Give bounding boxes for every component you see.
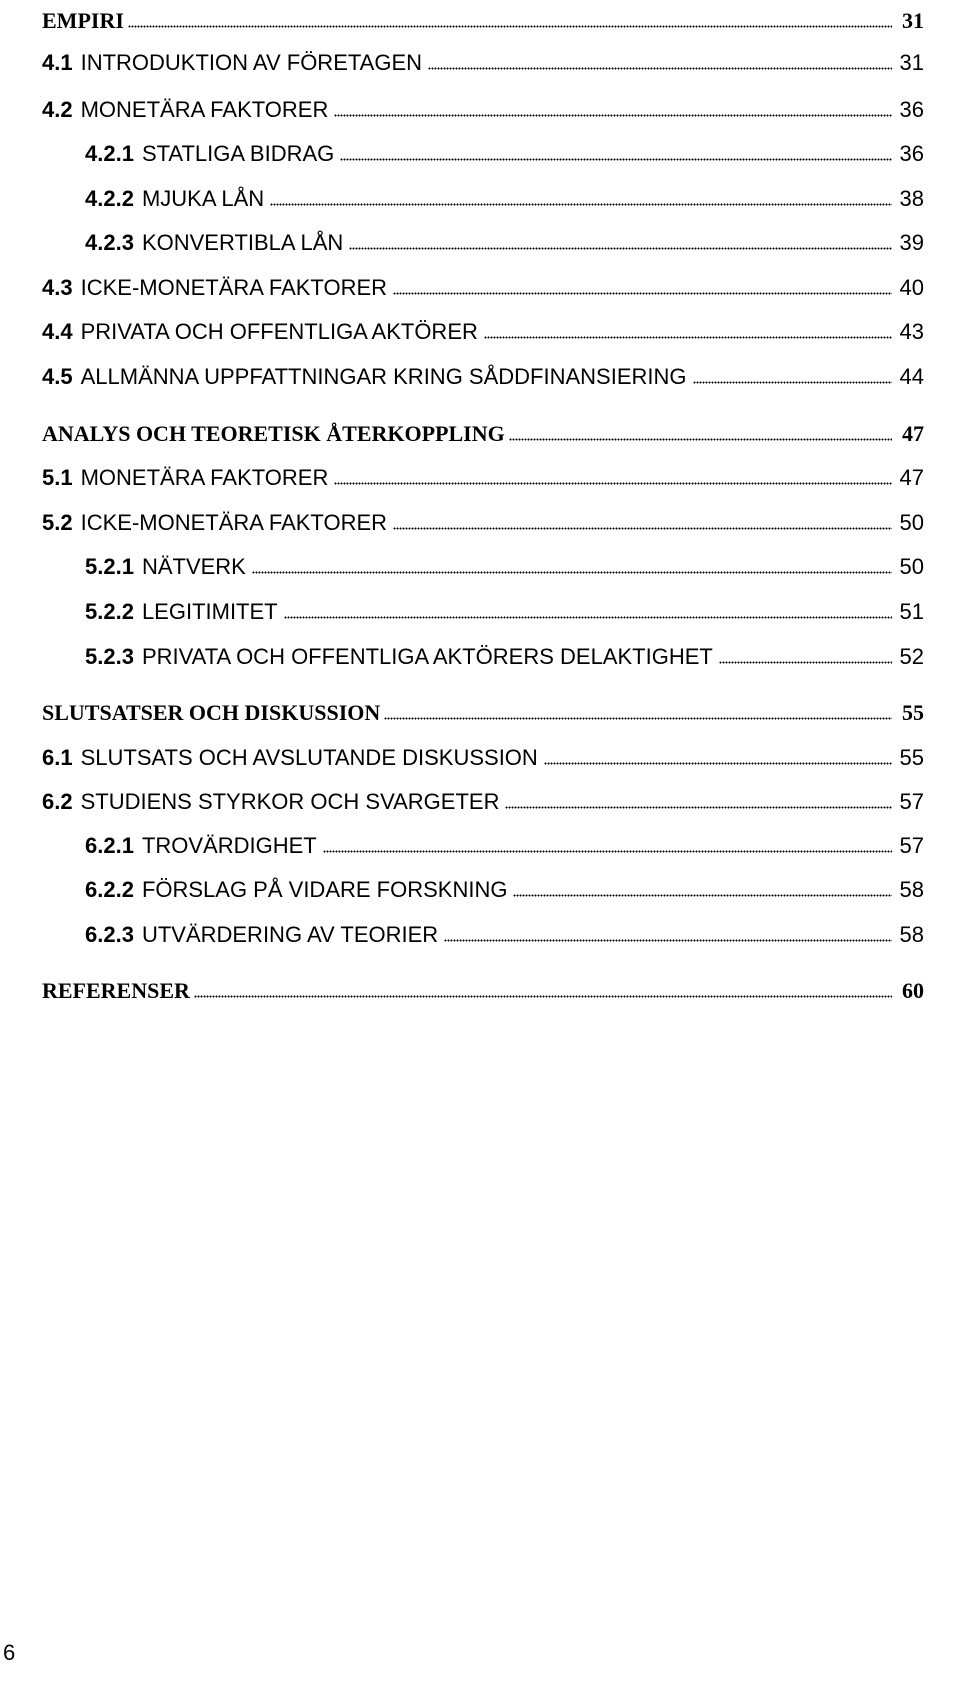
toc-entry-page-number: 55 bbox=[902, 700, 924, 725]
toc-entry-page-number: 50 bbox=[899, 510, 924, 535]
toc-entry-title: STUDIENS STYRKOR OCH SVARGETER bbox=[80, 789, 500, 814]
toc-entry-label bbox=[42, 421, 505, 447]
toc-entry-label bbox=[42, 50, 422, 76]
toc-entry-label bbox=[85, 877, 507, 903]
toc-entry-number: 4.2.2 bbox=[85, 186, 134, 211]
toc-entry-label bbox=[42, 8, 124, 34]
dot-leader bbox=[349, 244, 891, 250]
toc-entry-title: MONETÄRA FAKTORER bbox=[80, 465, 329, 490]
toc-entry-number: 5.2.2 bbox=[85, 599, 134, 624]
dot-leader bbox=[484, 333, 892, 339]
toc-entry-label bbox=[85, 141, 334, 167]
toc-subsection-entry[interactable] bbox=[0, 546, 960, 580]
dot-leader bbox=[393, 524, 892, 530]
toc-subsection-entry[interactable] bbox=[0, 825, 960, 859]
toc-entry-page-number: 36 bbox=[899, 141, 924, 166]
toc-entry-title: KONVERTIBLA LÅN bbox=[141, 230, 344, 255]
toc-entry-title: MONETÄRA FAKTORER bbox=[80, 97, 329, 122]
toc-chapter-entry[interactable] bbox=[0, 970, 960, 1004]
toc-entry-page-number: 51 bbox=[899, 599, 924, 624]
toc-section-entry[interactable] bbox=[0, 311, 960, 345]
toc-entry-title: PRIVATA OCH OFFENTLIGA AKTÖRERS DELAKTIGHET bbox=[141, 644, 713, 669]
toc-entry-title: INTRODUKTION AV FÖRETAGEN bbox=[80, 50, 423, 75]
dot-leader bbox=[509, 435, 892, 441]
toc-entry-title: FÖRSLAG PÅ VIDARE FORSKNING bbox=[141, 877, 508, 902]
toc-entry-number: 5.2 bbox=[42, 510, 73, 535]
toc-subsection-entry[interactable] bbox=[0, 133, 960, 167]
toc-entry-label bbox=[42, 97, 328, 123]
toc-entry-title: STATLIGA BIDRAG bbox=[141, 141, 335, 166]
dot-leader bbox=[505, 803, 891, 809]
toc-entry-page-number: 58 bbox=[899, 877, 924, 902]
dot-leader bbox=[693, 378, 892, 384]
toc-entry-label bbox=[42, 700, 380, 726]
toc-entry-page-number: 47 bbox=[899, 465, 924, 490]
toc-entry-number: 5.2.3 bbox=[85, 644, 134, 669]
toc-subsection-entry[interactable] bbox=[0, 869, 960, 903]
toc-section-entry[interactable] bbox=[0, 781, 960, 815]
toc-entry-number: 5.2.1 bbox=[85, 554, 134, 579]
toc-entry-number: 4.2 bbox=[42, 97, 73, 122]
toc-entry-page-number: 57 bbox=[899, 833, 924, 858]
toc-entry-page-number: 36 bbox=[899, 97, 924, 122]
toc-entry-label bbox=[85, 186, 264, 212]
toc-section-entry[interactable] bbox=[0, 457, 960, 491]
toc-entry-page-number: 50 bbox=[899, 554, 924, 579]
toc-entry-title: SLUTSATS OCH AVSLUTANDE DISKUSSION bbox=[80, 745, 538, 770]
toc-subsection-entry[interactable] bbox=[0, 914, 960, 948]
toc-entry-label bbox=[42, 364, 687, 390]
toc-entry-number: 6.2 bbox=[42, 789, 73, 814]
toc-entry-page-number: 43 bbox=[899, 319, 924, 344]
toc-section-entry[interactable] bbox=[0, 737, 960, 771]
toc-entry-title: MJUKA LÅN bbox=[141, 186, 265, 211]
toc-entry-title: ICKE-MONETÄRA FAKTORER bbox=[80, 275, 388, 300]
toc-entry-label bbox=[85, 554, 246, 580]
toc-entry-number: 4.1 bbox=[42, 50, 73, 75]
toc-section-entry[interactable] bbox=[0, 42, 960, 76]
toc-entry-label bbox=[85, 922, 438, 948]
toc-entry-number: 4.4 bbox=[42, 319, 73, 344]
toc-entry-label bbox=[42, 978, 190, 1004]
toc-entry-label bbox=[42, 275, 387, 301]
dot-leader bbox=[334, 111, 891, 117]
toc-entry-title: EMPIRI bbox=[42, 8, 124, 33]
toc-entry-title: SLUTSATSER OCH DISKUSSION bbox=[42, 700, 381, 725]
toc-entry-title: LEGITIMITET bbox=[141, 599, 278, 624]
dot-leader bbox=[719, 658, 892, 664]
dot-leader bbox=[252, 568, 892, 574]
dot-leader bbox=[513, 891, 891, 897]
dot-leader bbox=[544, 759, 892, 765]
dot-leader bbox=[194, 992, 892, 998]
toc-entry-page-number: 47 bbox=[902, 421, 924, 446]
dot-leader bbox=[334, 479, 891, 485]
toc-entry-page-number: 60 bbox=[902, 978, 924, 1003]
toc-entry-label bbox=[85, 644, 713, 670]
toc-section-entry[interactable] bbox=[0, 89, 960, 123]
toc-subsection-entry[interactable] bbox=[0, 591, 960, 625]
toc-entry-title: NÄTVERK bbox=[141, 554, 246, 579]
toc-entry-label bbox=[42, 319, 478, 345]
dot-leader bbox=[270, 200, 891, 206]
dot-leader bbox=[323, 847, 892, 853]
toc-chapter-entry[interactable] bbox=[0, 0, 960, 34]
toc-entry-number: 6.1 bbox=[42, 745, 73, 770]
toc-entry-number: 6.2.3 bbox=[85, 922, 134, 947]
toc-entry-number: 4.5 bbox=[42, 364, 73, 389]
toc-entry-label bbox=[42, 465, 328, 491]
dot-leader bbox=[284, 613, 892, 619]
toc-entry-title: UTVÄRDERING AV TEORIER bbox=[141, 922, 439, 947]
toc-entry-page-number: 40 bbox=[899, 275, 924, 300]
toc-chapter-entry[interactable] bbox=[0, 413, 960, 447]
toc-entry-label bbox=[42, 745, 538, 771]
toc-entry-number: 5.1 bbox=[42, 465, 73, 490]
toc-entry-page-number: 31 bbox=[902, 8, 924, 33]
toc-entry-title: ALLMÄNNA UPPFATTNINGAR KRING SÅDDFINANSIERING bbox=[80, 364, 687, 389]
toc-entry-title: TROVÄRDIGHET bbox=[141, 833, 317, 858]
toc-entry-number: 6.2.1 bbox=[85, 833, 134, 858]
toc-entry-number: 6.2.2 bbox=[85, 877, 134, 902]
dot-leader bbox=[340, 155, 891, 161]
toc-entry-label bbox=[85, 833, 317, 859]
toc-entry-number: 4.2.1 bbox=[85, 141, 134, 166]
dot-leader bbox=[393, 289, 892, 295]
toc-entry-page-number: 52 bbox=[899, 644, 924, 669]
toc-chapter-entry[interactable] bbox=[0, 692, 960, 726]
dot-leader bbox=[128, 22, 892, 28]
toc-subsection-entry[interactable] bbox=[0, 178, 960, 212]
toc-entry-page-number: 38 bbox=[899, 186, 924, 211]
toc-entry-title: ICKE-MONETÄRA FAKTORER bbox=[80, 510, 388, 535]
toc-entry-page-number: 57 bbox=[899, 789, 924, 814]
toc-subsection-entry[interactable] bbox=[0, 222, 960, 256]
toc-entry-number: 4.2.3 bbox=[85, 230, 134, 255]
toc-entry-title: REFERENSER bbox=[42, 978, 190, 1003]
toc-entry-page-number: 58 bbox=[899, 922, 924, 947]
toc-entry-page-number: 31 bbox=[899, 50, 924, 75]
toc-entry-page-number: 55 bbox=[899, 745, 924, 770]
dot-leader bbox=[384, 714, 892, 720]
page-number: 6 bbox=[3, 1640, 16, 1665]
toc-section-entry[interactable] bbox=[0, 356, 960, 390]
toc-entry-title: ANALYS OCH TEORETISK ÅTERKOPPLING bbox=[42, 421, 505, 446]
dot-leader bbox=[444, 936, 891, 942]
toc-subsection-entry[interactable] bbox=[0, 636, 960, 670]
toc-entry-title: PRIVATA OCH OFFENTLIGA AKTÖRER bbox=[80, 319, 478, 344]
toc-entry-page-number: 44 bbox=[899, 364, 924, 389]
toc-entry-label bbox=[85, 599, 278, 625]
toc-section-entry[interactable] bbox=[0, 267, 960, 301]
toc-entry-label bbox=[42, 510, 387, 536]
dot-leader bbox=[428, 64, 891, 70]
toc-entry-page-number: 39 bbox=[899, 230, 924, 255]
toc-entry-number: 4.3 bbox=[42, 275, 73, 300]
toc-entry-label bbox=[42, 789, 499, 815]
toc-section-entry[interactable] bbox=[0, 502, 960, 536]
toc-entry-label bbox=[85, 230, 343, 256]
